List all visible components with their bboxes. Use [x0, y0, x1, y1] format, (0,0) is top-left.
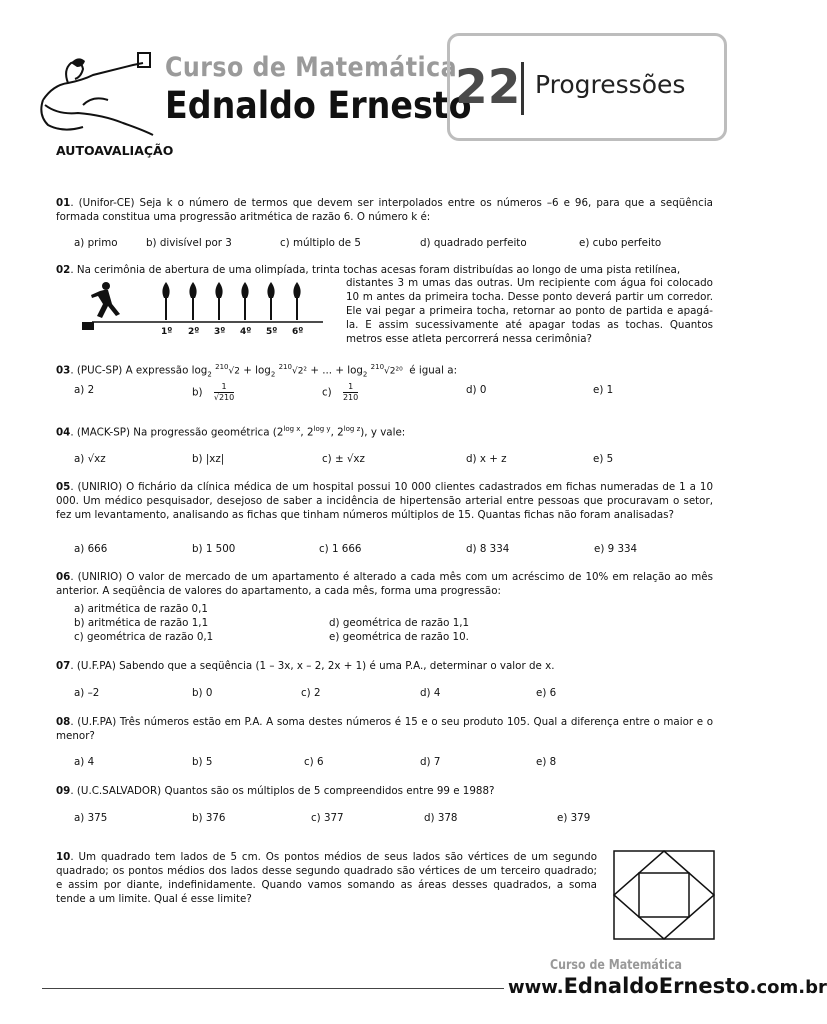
question-09: 09. (U.C.SALVADOR) Quantos são os múltiplos de 5 compreendidos entre 99 e 1988? [56, 785, 495, 797]
torch-label-6: 6º [292, 327, 304, 337]
q9-option-e: e) 379 [557, 812, 591, 824]
footer-website-link[interactable]: www.EdnaldoErnesto.com.br [508, 974, 827, 998]
q3-option-e: e) 1 [593, 384, 614, 396]
question-07: 07. (U.F.PA) Sabendo que a seqüência (1 – 3x, x – 2, 2x + 1) é uma P.A., determinar o valor de x. [56, 660, 555, 672]
q5-option-a: a) 666 [74, 543, 108, 555]
q4-option-d: d) x + z [466, 453, 507, 465]
brand-course-title: Curso de Matemática [165, 52, 458, 83]
q8-option-d: d) 7 [420, 756, 441, 768]
q7-option-d: d) 4 [420, 687, 441, 699]
q3-option-a: a) 2 [74, 384, 95, 396]
q9-option-a: a) 375 [74, 812, 108, 824]
q1-option-a: a) primo [74, 237, 118, 249]
nested-squares-figure [613, 850, 715, 940]
brand-author-name: Ednaldo Ernesto [165, 84, 472, 127]
question-06: 06. (UNIRIO) O valor de mercado de um apartamento é alterado a cada mês com um acréscimo de 10% em relação ao mês anterior. A seqüência de valores do apartamento, a cada mês, forma uma progressão: [56, 571, 713, 597]
q9-option-b: b) 376 [192, 812, 226, 824]
q6-option-b: b) aritmética de razão 1,1 [74, 617, 209, 629]
q8-option-e: e) 8 [536, 756, 557, 768]
q1-option-b: b) divisível por 3 [146, 237, 232, 249]
section-title: AUTOAVALIAÇÃO [56, 143, 174, 158]
q3-option-d: d) 0 [466, 384, 487, 396]
question-02-continued: distantes 3 m umas das outras. Um recipiente com água foi colocado 10 m antes da primeira tocha. Desse ponto deverá partir um corredor. Ele vai pegar a primeira tocha, retornar ao ponto de partida e apagá-la. E assim sucessivamente até apagar todas as tochas. Quantos metros esse atleta percorrerá nessa cerimônia? [346, 277, 713, 345]
q6-option-e: e) geométrica de razão 10. [329, 631, 469, 643]
chapter-number: 22 [455, 60, 521, 115]
question-10: 10. Um quadrado tem lados de 5 cm. Os pontos médios de seus lados são vértices de um segundo quadrado; os pontos médios dos lados desse segundo quadrado são vértices de um terceiro quadrado; e assim por diante, indefinidamente. Quando vamos somando as áreas desses quadrados, a soma tende a um limite. Qual é esse limite? [56, 851, 597, 905]
chapter-title: Progressões [535, 70, 686, 99]
question-02: 02. Na cerimônia de abertura de uma olimpíada, trinta tochas acesas foram distribuídas ao longo de uma pista retilínea, [56, 264, 681, 276]
q1-option-e: e) cubo perfeito [579, 237, 662, 249]
question-04: 04. (MACK-SP) Na progressão geométrica ($2^{log x}$, $2^{log y}$, $2^{log z}$), y vale: [56, 425, 406, 439]
q9-option-d: d) 378 [424, 812, 458, 824]
logo-figure-icon [33, 45, 163, 145]
q4-option-b: b) |xz| [192, 453, 225, 465]
footer-course-title: Curso de Matemática [550, 958, 682, 973]
q3-option-b: b) $\frac{1}{√210}$ [192, 382, 235, 402]
q8-option-c: c) 6 [304, 756, 324, 768]
question-03: 03. (PUC-SP) A expressão $\log_2 ^{210}√2 + \log_2 ^{210}√2^2$ + ... + $\log_2 ^{210}√2^{20}$ é igual a: [56, 363, 458, 379]
q4-option-c: c) ± √xz [322, 453, 365, 465]
torch-label-2: 2º [188, 327, 200, 337]
q3-option-c: c) $\frac{1}{210}$ [322, 382, 359, 402]
q5-option-c: c) 1 666 [319, 543, 362, 555]
q5-option-e: e) 9 334 [594, 543, 638, 555]
q1-option-d: d) quadrado perfeito [420, 237, 527, 249]
q7-option-c: c) 2 [301, 687, 321, 699]
q8-option-b: b) 5 [192, 756, 213, 768]
torch-label-1: 1º [161, 327, 173, 337]
question-01: 01. (Unifor-CE) Seja k o número de termos que devem ser interpolados entre os números –6 e 96, para que a seqüência formada constitua uma progressão aritmética de razão 6. O número k é: [56, 197, 713, 223]
q4-option-e: e) 5 [593, 453, 614, 465]
q5-option-b: b) 1 500 [192, 543, 236, 555]
question-05: 05. (UNIRIO) O fichário da clínica médica de um hospital possui 10 000 clientes cadastrados em fichas numeradas de 1 a 10 000. Um médico pesquisador, desejoso de saber a incidência de hipertensão arterial entre pessoas que procuravam o setor, fez um levantamento, analisando as fichas que tinham números múltiplos de 15. Quantas fichas não foram analisadas? [56, 481, 713, 521]
torch-label-5: 5º [266, 327, 278, 337]
q5-option-d: d) 8 334 [466, 543, 510, 555]
question-08: 08. (U.F.PA) Três números estão em P.A. A soma destes números é 15 e o seu produto 105. Qual a diferença entre o maior e o menor? [56, 716, 713, 742]
chapter-divider [521, 62, 524, 115]
q8-option-a: a) 4 [74, 756, 95, 768]
torch-label-4: 4º [240, 327, 252, 337]
q6-option-c: c) geométrica de razão 0,1 [74, 631, 214, 643]
q1-option-c: c) múltiplo de 5 [280, 237, 361, 249]
q6-option-a: a) aritmética de razão 0,1 [74, 603, 208, 615]
q9-option-c: c) 377 [311, 812, 344, 824]
q7-option-a: a) –2 [74, 687, 100, 699]
footer-divider [42, 988, 504, 989]
q7-option-e: e) 6 [536, 687, 557, 699]
q4-option-a: a) √xz [74, 453, 106, 465]
torch-track-illustration [78, 278, 328, 338]
q7-option-b: b) 0 [192, 687, 213, 699]
torch-label-3: 3º [214, 327, 226, 337]
q6-option-d: d) geométrica de razão 1,1 [329, 617, 470, 629]
